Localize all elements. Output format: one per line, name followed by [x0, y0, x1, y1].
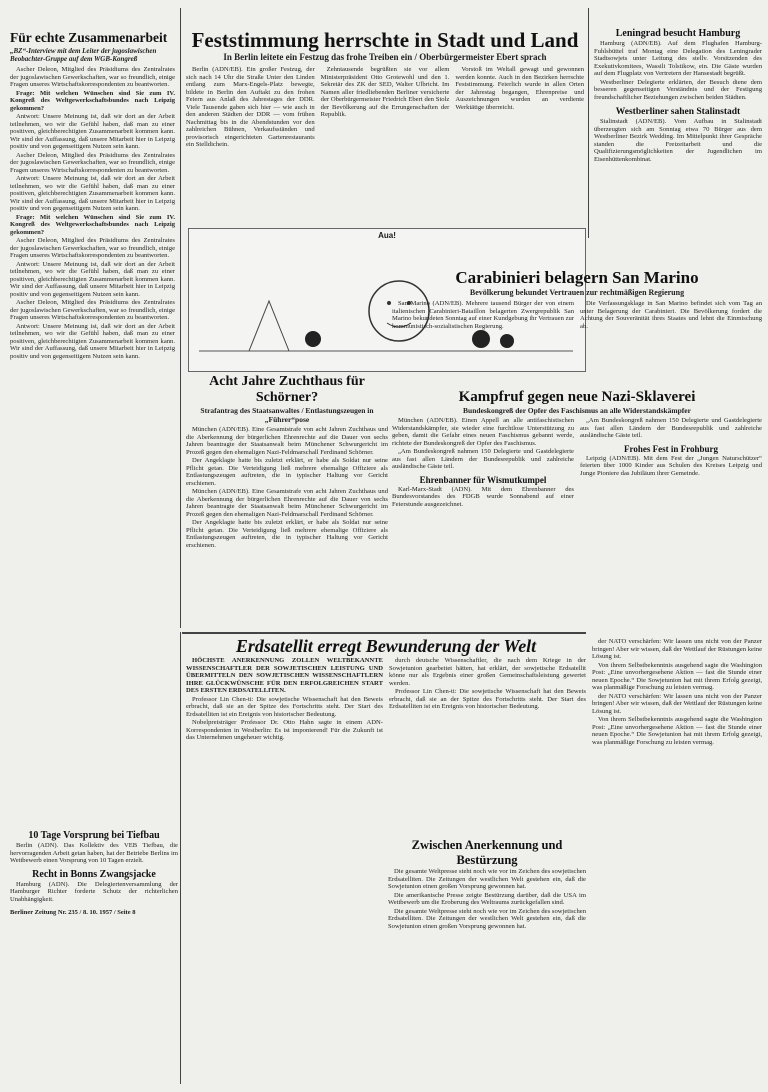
subtitle-zuchthaus: Strafantrag des Staatsanwaltes / Entlastungszeugen in „Führer“pose: [200, 406, 374, 424]
main-col-1: Berlin (ADN/EB). Ein großer Festzug, der sich nach 14 Uhr die Straße Unter den Linden entlang zum Marx-Engels-Platz bewegte, bildete in Berlin den Auftakt zu den frohen Feiern aus Anlaß des Jahrestages der DDR. Viele Tausende gaben sich hier — wie auch in den anderen Städten der DDR — vom frühen Nachmittag bis in die Abendstunden vor den zahlreichen Bühnen, Verkaufsständen und provisorisch eingerichteten Gartenrestaurants ein Stelldichein.: [186, 66, 315, 148]
headline-erdsatellit: Erdsatellit erregt Bewunderung der Welt: [235, 636, 537, 656]
article-tiefbau: 10 Tage Vorsprung bei Tiefbau Berlin (ADN). Das Kollektiv des VEB Tiefbau, die hervorragenden Arbeit getan haben, hat der Betriebe Berlins im Wettbewerb einen Vorsprung von 10 Tagen erzielt. Recht in Bonns Zwangsjacke Hamburg (ADN). Die Delegiertenversammlung der Hamburger Richter forderte Schutz der richterlichen Unabhängigkeit. Berliner Zeitung Nr. 235 / 8. 10. 1957 / Seite 8: [10, 830, 178, 916]
article-continuation: der NATO verschärfen: Wir lassen uns nicht von der Panzer bringen! Aber wir wissen, daß der Wettlauf der Rüstungen keine Lösung ist. Von ihrem Selbstbekenntnis ausgehend sagte die Washington Post: „Eine unvorhergesehene Aktion — fast die Stunde einer neuen Epoche.“ Die Sowjetunion hat mit ihrem Erfolg gezeigt, was planmäßige Forschung zu leisten vermag. der NATO verschärfen: Wir lassen uns nicht von der Panzer bringen! Aber wir wissen, daß der Wettlauf der Rüstungen keine Lösung ist. Von ihrem Selbstbekenntnis ausgehend sagte die Washington Post: „Eine unvorhergesehene Aktion — fast die Stunde einer neuen Epoche.“ Die Sowjetunion hat mit ihrem Erfolg gezeigt, was planmäßige Forschung zu leisten vermag.: [592, 638, 762, 746]
subtitle-feststimmung: In Berlin leitete ein Festzug das frohe Treiben ein / Oberbürgermeister Ebert sprach: [223, 52, 547, 62]
article-zuchthaus: Acht Jahre Zuchthaus für Schörner? Strafantrag des Staatsanwaltes / Entlastungszeugen in „Führer“pose München (ADN/EB). Eine Gesamtstrafe von acht Jahren Zuchthaus und die Aberkennung der bürgerlichen Ehrenrechte auf die Dauer von sechs Jahren beantragte der Staatsanwalt beim Münchener Schwurgericht im Prozeß gegen den ehemaligen Nazi-Feldmarschall Ferdinand Schörner. Der Angeklagte hatte bis zuletzt erklärt, er habe als Soldat nur seine Pflicht getan. Die Verteidigung ließ mehrere ehemalige Offiziere als Entlastungszeugen auftreten, die in typischer Haltung vor Gericht erschienen. München (ADN/EB). Eine Gesamtstrafe von acht Jahren Zuchthaus und die Aberkennung der bürgerlichen Ehrenrechte auf die Dauer von sechs Jahren beantragte der Staatsanwalt beim Münchener Schwurgericht im Prozeß gegen den ehemaligen Nazi-Feldmarschall Ferdinand Schörner. Der Angeklagte hatte bis zuletzt erklärt, er habe als Soldat nur seine Pflicht getan. Die Verteidigung ließ mehrere ehemalige Offiziere als Entlastungszeugen auftreten, die in typischer Haltung vor Gericht erschienen.: [186, 374, 388, 549]
article-feststimmung: [186, 28, 584, 238]
subtitle-kampfruf: Bundeskongreß der Opfer des Faschismus an alle Widerstandskämpfer: [463, 406, 691, 415]
headline-leningrad: Leningrad besucht Hamburg: [615, 28, 741, 39]
headline-kampfruf: Kampfruf gegen neue Nazi-Sklaverei: [458, 389, 696, 405]
intro-zusammenarbeit: „BZ“-Interview mit dem Leiter der jugoslawischen Beobachter-Gruppe auf dem WGB-Kongreß: [10, 47, 157, 63]
main-col-3: Vorstoß im Weltall gewagt und gewonnen werden konnte. Auch in den Bezirken herrschte Feststimmung. Feierlich wurde in allen Orten der Jahrestag begangen, Ehrenpreise und Auszeichnungen wurden an verdiente Werktätige überreicht.: [455, 66, 584, 111]
article-carabinieri: Carabinieri belagern San Marino Bevölkerung bekundet Vertrauen zur rechtmäßigen Regierung San Marino (ADN/EB). Mehrere tausend Bürger der von einem italienischen Carabinieri-Bataillon belagerten Zwergrepublik San Marino bekundeten Sonntag auf einer Kundgebung ihr Vertrauen zur kommunistisch-sozialistischen Regierung. Die Verfassungsklage in San Marino befindet sich vom Tag an unter Belagerung der Carabinieri. Die Bevölkerung fordert die Achtung der Souveränität ihres Staates und lehnt die Einmischung ab.: [392, 268, 762, 330]
headline-recht: Recht in Bonns Zwangsjacke: [32, 868, 156, 880]
column-rule: [588, 8, 589, 238]
headline-feststimmung: Feststimmung herrschte in Stadt und Land: [191, 28, 579, 52]
body-zusammenarbeit: Ascher Deleon, Mitglied des Präsidiums des Zentralrates der jugoslawischen Gewerkschaften, war so freundlich, einige Fragen unseres Wirtschaftskorrespondenten zu beantworten. Frage: Mit welchen Wünschen sind Sie zum IV. Kongreß des Weltgewerkschaftsbundes nach Leipzig gekommen? Antwort: Unsere Meinung ist, daß wir dort an der Arbeit teilnehmen, wo wir die Gefühl haben, daß man zu einer positiven, gleichberechtigten Zusammenarbeit kommen kann. Wir sind der Auffassung, daß unsere Mitarbeit hier in Leipzig positiv und von gegenseitigem Nutzen sein kann. Ascher Deleon, Mitglied des Präsidiums des Zentralrates der jugoslawischen Gewerkschaften, war so freundlich, einige Fragen unseres Wirtschaftskorrespondenten zu beantworten. Antwort: Unsere Meinung ist, daß wir dort an der Arbeit teilnehmen, wo wir die Gefühl haben, daß man zu einer positiven, gleichberechtigten Zusammenarbeit kommen kann. Wir sind der Auffassung, daß unsere Mitarbeit hier in Leipzig positiv und von gegenseitigem Nutzen sein kann. Frage: Mit welchen Wünschen sind Sie zum IV. Kongreß des Weltgewerkschaftsbundes nach Leipzig gekommen? Ascher Deleon, Mitglied des Präsidiums des Zentralrates der jugoslawischen Gewerkschaften, war so freundlich, einige Fragen unseres Wirtschaftskorrespondenten zu beantworten. Antwort: Unsere Meinung ist, daß wir dort an der Arbeit teilnehmen, wo wir die Gefühl haben, daß man zu einer positiven, gleichberechtigten Zusammenarbeit kommen kann. Wir sind der Auffassung, daß unsere Mitarbeit hier in Leipzig positiv und von gegenseitigem Nutzen sein kann. Ascher Deleon, Mitglied des Präsidiums des Zentralrates der jugoslawischen Gewerkschaften, war so freundlich, einige Fragen unseres Wirtschaftskorrespondenten zu beantworten. Antwort: Unsere Meinung ist, daß wir dort an der Arbeit teilnehmen, wo wir die Gefühl haben, daß man zu einer positiven, gleichberechtigten Zusammenarbeit kommen kann. Wir sind der Auffassung, daß unsere Mitarbeit hier in Leipzig positiv und von gegenseitigem Nutzen sein kann.: [10, 66, 175, 360]
article-zwischen: Zwischen Anerkennung und Bestürzung Die gesamte Weltpresse steht noch wie vor im Zeichen des sowjetischen Erdsatelliten. Die Zeitungen der westlichen Welt gestehen ein, daß die Sowjetunion einen großen Vorsprung gewonnen hat. Die amerikanische Presse zeigte Bestürzung darüber, daß die USA im Wettbewerb um die Eroberung des Weltraums zurückgefallen sind. Die gesamte Weltpresse steht noch wie vor im Zeichen des sowjetischen Erdsatelliten. Die Zeitungen der westlichen Welt gestehen ein, daß die Sowjetunion einen großen Vorsprung gewonnen hat.: [388, 838, 586, 930]
headline-tiefbau: 10 Tage Vorsprung bei Tiefbau: [28, 830, 160, 841]
headline-zuchthaus: Acht Jahre Zuchthaus für Schörner?: [209, 374, 365, 405]
article-erdsatellit: Erdsatellit erregt Bewunderung der Welt HÖCHSTE ANERKENNUNG ZOLLEN WELTBEKANNTE WISSENSCHAFTLER DER SOWJETISCHEN LEISTUNG UND ÜBERMITTELN DEN SOWJETISCHEN WISSENSCHAFTLERN IHRE GLÜCKWÜNSCHE FÜR DEN ERFOLGREICHEN START DES ERSTEN ERDSATELLITEN. Professor Lin Chen-ti: Die sowjetische Wissenschaft hat den Beweis erbracht, daß sie an der Spitze des Fortschritts steht. Der Start des Erdsatelliten ist ein Ereignis von historischer Bedeutung. Nobelpreisträger Professor Dr. Otto Hahn sagte in einem ADN-Korrespondenten in Westberlin: Es ist imponierend! Für die Zukunft ist das Unternehmen ungeheuer wichtig. durch deutsche Wissenschaftler, die nach dem Kriege in der Sowjetunion gearbeitet hätten, hat erklärt, der sowjetische Erdsatellit könne nur als Ergebnis einer großen Gemeinschaftsleistung gewertet werden. Professor Lin Chen-ti: Die sowjetische Wissenschaft hat den Beweis erbracht, daß sie an der Spitze des Fortschritts steht. Der Start des Erdsatelliten ist ein Ereignis von historischer Bedeutung.: [186, 636, 586, 741]
headline-ehrenbanner: Ehrenbanner für Wismutkumpel: [419, 474, 547, 485]
headline-carabinieri: Carabinieri belagern San Marino: [455, 268, 699, 287]
headline-zusammenarbeit: Für echte Zusammenarbeit: [10, 30, 168, 45]
headline-westberliner: Westberliner sahen Stalinstadt: [615, 107, 741, 117]
photo-caption: Aua!: [378, 231, 396, 240]
article-leningrad: Leningrad besucht Hamburg Hamburg (ADN/EB). Auf dem Flughafen Hamburg-Fuhlsbüttel traf Montag eine Delegation des Leningrader Stadtsowjets unter Leitung des stellv. Vorsitzenden des Exekutivkomitees, Wassili Tolstikow, ein. Die Gäste wurden auf dem Flugplatz von Vertretern der Hansestadt begrüßt. Westberliner Delegierte erklärten, der Besuch diene dem besseren gegenseitigen Verständnis und der Festigung freundschaftlicher Beziehungen zwischen beiden Städten. Westberliner sahen Stalinstadt Stalinstadt (ADN/EB). Vom Aufbau in Stalinstadt überzeugten sich am Sonntag etwa 70 Bürger aus dem Westberliner Bezirk Wedding. Im Mittelpunkt ihrer Gespräche standen die Freizeitarbeit und die Qualifizierungsmöglichkeiten der Jugendlichen im Eisenhüttenkombinat.: [594, 28, 762, 163]
article-kampfruf: Kampfruf gegen neue Nazi-Sklaverei Bundeskongreß der Opfer des Faschismus an alle Widerstandskämpfer München (ADN/EB). Einen Appell an alle antifaschistischen Widerstandskämpfer, sie wieder eine furchtlose Unterstützung zu geben, damit die Gefahr eines neuen Faschismus gebannt werde, richtete der Bundeskongreß der Opfer des Faschismus. „Am Bundeskongreß nahmen 150 Delegierte und Gastdelegierte aus fast allen Ländern der Bundesrepublik und zahlreiche ausländische Gäste teil. Ehrenbanner für Wismutkumpel Karl-Marx-Stadt (ADN). Mit dem Ehrenbanner des Bundesvorstandes des FDGB wurde Sonnabend auf einer Feierstunde ausgezeichnet. „Am Bundeskongreß nahmen 150 Delegierte und Gastdelegierte aus fast allen Ländern der Bundesrepublik und zahlreiche ausländische Gäste teil. Frohes Fest in Frohburg Leipzig (ADN/EB). Mit dem Fest der „Jungen Naturschützer“ feierten über 1000 Kinder aus Schulen des Kreises Leipzig und Junge Pioniere das Jubiläum ihrer Gemeinde.: [392, 389, 762, 508]
page-footer: Berliner Zeitung Nr. 235 / 8. 10. 1957 / Seite 8: [10, 909, 136, 916]
column-rule: [180, 632, 181, 1084]
column-rule: [180, 8, 181, 628]
headline-frohes-fest: Frohes Fest in Frohburg: [624, 443, 718, 454]
headline-zwischen: Zwischen Anerkennung und Bestürzung: [411, 838, 563, 867]
article-zusammenarbeit: [10, 30, 175, 630]
main-col-2: Zehntausende begrüßten sie vor allem Ministerpräsident Otto Grotewohl und den 1. Sekretär des ZK der SED, Walter Ulbricht. Im Namen aller friedliebenden Berliner versicherte der Oberbürgermeister Friedrich Ebert den Stolz der Bevölkerung auf die Errungenschaften der Republik.: [320, 66, 450, 118]
section-rule: [182, 632, 586, 634]
subtitle-carabinieri: Bevölkerung bekundet Vertrauen zur rechtmäßigen Regierung: [469, 288, 685, 297]
